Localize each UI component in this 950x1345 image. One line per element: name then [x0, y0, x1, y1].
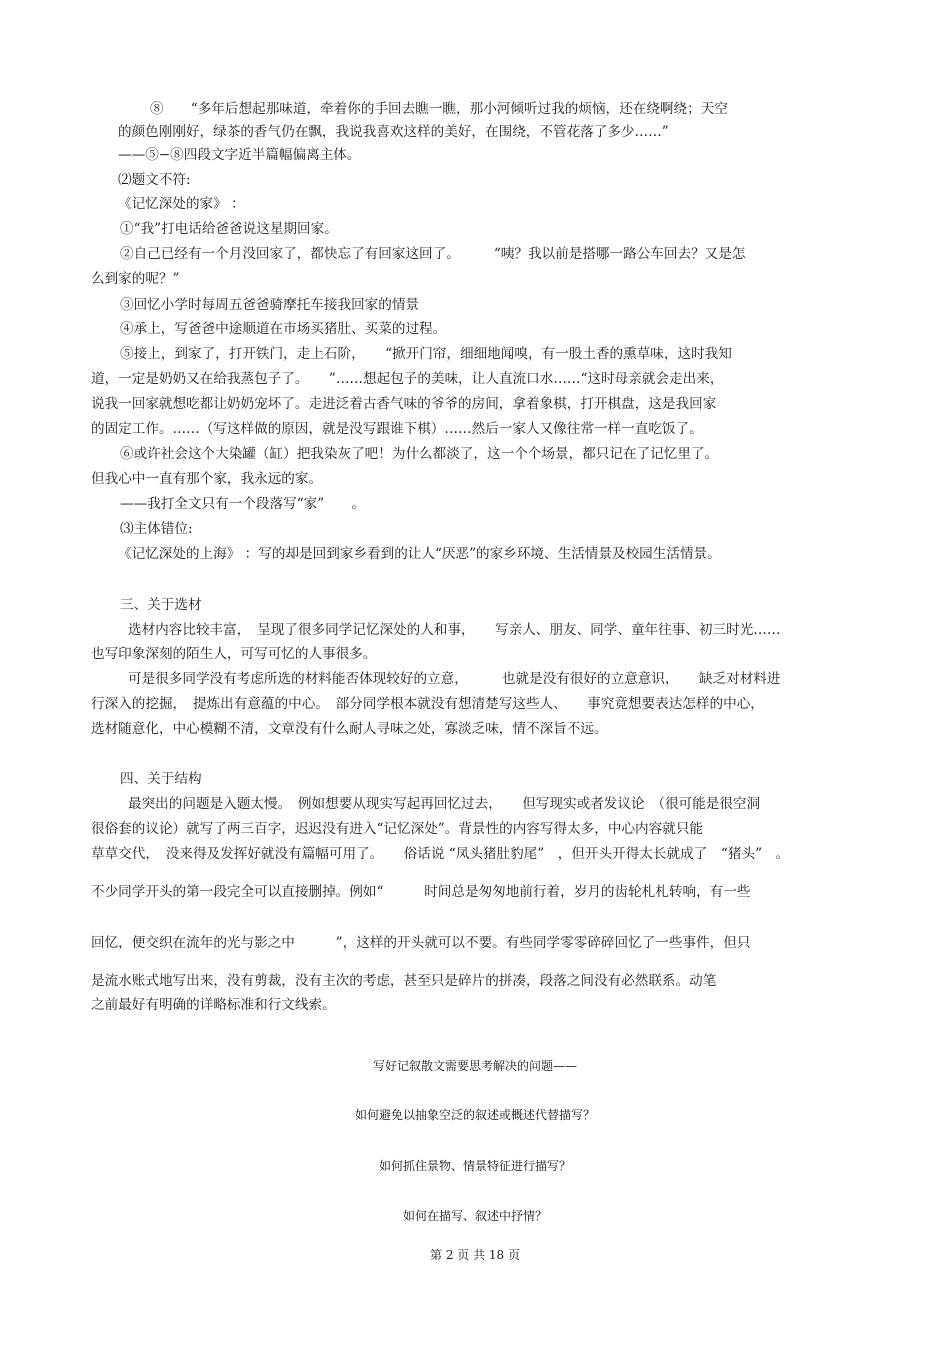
text-line: ⑤接上，到家了，打开铁门，走上石阶， “掀开门帘，细细地闻嗅，有一股土香的熏草味，这时我知 [120, 346, 732, 362]
text-line: ——⑤−⑧四段文字近半篇幅偏离主体。 [118, 147, 361, 163]
text-line: 说我一回家就想吃都让奶奶宠坏了。走进泛着古香气味的爷爷的房间，拿着象棋，打开棋盘，这是我回家 [91, 396, 717, 412]
text-line: 么到家的呢？” [91, 271, 180, 287]
section-heading: 四、关于结构 [120, 771, 202, 787]
text-line: ③回忆小学时每周五爸爸骑摩托车接我回家的情景 [120, 297, 420, 313]
text-line: 行深入的挖掘， 提炼出有意蕴的中心。 部分同学根本就没有想清楚写这些人、 事究竟想要表达怎样的中心， [91, 696, 764, 712]
text-line: 可是很多同学没有考虑所选的材料能否体现较好的立意， 也就是没有很好的立意意识， 缺乏对材料进 [128, 671, 781, 687]
summary-question: 如何在描写、叙述中抒情？ [402, 1209, 547, 1223]
text-line: 的颜色刚刚好，绿茶的香气仍在飘，我说我喜欢这样的美好，在围绕，不管花落了多少……” [118, 124, 669, 140]
text-line: 但我心中一直有那个家，我永远的家。 [91, 471, 323, 487]
text-line: 选材内容比较丰富， 呈现了很多同学记忆深处的人和事， 写亲人、朋友、同学、童年往事、初三时光…… [128, 622, 781, 638]
summary-heading: 写好记叙散文需要思考解决的问题—— [372, 1059, 577, 1073]
text-line: ⑵题文不符: [118, 172, 191, 188]
text-line: 很俗套的议论）就写了两三百字，迟迟没有进入“记忆深处”。背景性的内容写得太多，中心内容就只能 [91, 821, 704, 837]
text-line: 之前最好有明确的详略标准和行文线索。 [91, 997, 336, 1013]
text-line: ④承上，写爸爸中途顺道在市场买猪肚、买菜的过程。 [120, 321, 447, 337]
text-line: 是流水账式地写出来，没有剪裁，没有主次的考虑，甚至只是碎片的拼凑，段落之间没有必然联系。动笔 [91, 973, 717, 989]
text-line: 选材随意化，中心模糊不清，文章没有什么耐人寻味之处，寡淡乏味，情不深旨不远。 [91, 721, 608, 737]
text-line: ⑶主体错位: [120, 521, 193, 537]
summary-question: 如何避免以抽象空泛的叙述或概述代替描写？ [354, 1108, 595, 1122]
text-line: 道，一定是奶奶又在给我蒸包子了。 ”……想起包子的美味，让人直流口水……“这时母亲就会走出来， [91, 371, 724, 387]
text-line: 不少同学开头的第一段完全可以直接删掉。例如“ 时间总是匆匆地前行着，岁月的齿轮札札转响，有一些 [91, 884, 751, 900]
text-line: ——我打全文只有一个段落写“家” 。 [120, 496, 365, 512]
page-number: 第 2 页 共 18 页 [430, 1248, 520, 1262]
summary-question: 如何抓住景物、情景特征进行描写？ [378, 1159, 571, 1173]
text-line: 的固定工作。……（写这样做的原因，就是没写跟谁下棋）……然后一家人又像往常一样一直吃饭了。 [91, 421, 703, 437]
text-line: 草草交代， 没来得及发挥好就没有篇幅可用了。 俗话说 “凤头猪肚豹尾” ，但开头开得太长就成了 “猪头” 。 [91, 846, 790, 862]
text-line: 《记忆深处的家》 ： [118, 196, 245, 212]
text-line: 最突出的问题是入题太慢。 例如想要从现实写起再回忆过去， 但写现实或者发议论 （很可能是很空洞 [128, 796, 761, 812]
section-heading: 三、关于选材 [120, 597, 202, 613]
text-line: 回忆，便交织在流年的光与影之中 ”，这样的开头就可以不要。有些同学零零碎碎回忆了一些事件，但只 [91, 935, 751, 951]
text-line: 也写印象深刻的陌生人，可写可忆的人事很多。 [91, 646, 377, 662]
text-line: ⑥或许社会这个大染罐（缸）把我染灰了吧！为什么都淡了，这一个个场景，都只记在了记忆里了。 [120, 446, 719, 462]
text-line: ②自己已经有一个月没回家了，都快忘了有回家这回了。 “咦？我以前是搭哪一路公车回去？又是怎 [120, 246, 746, 262]
text-line: ①“我”打电话给爸爸说这星期回家。 [120, 221, 338, 237]
text-line: 《记忆深处的上海》 ：写的却是回到家乡看到的让人“厌恶”的家乡环境、生活情景及校园生活情景。 [118, 546, 721, 562]
text-line: ⑧ “多年后想起那味道，牵着你的手回去瞧一瞧，那小河倾听过我的烦恼，还在绕啊绕；天空 [150, 101, 728, 117]
